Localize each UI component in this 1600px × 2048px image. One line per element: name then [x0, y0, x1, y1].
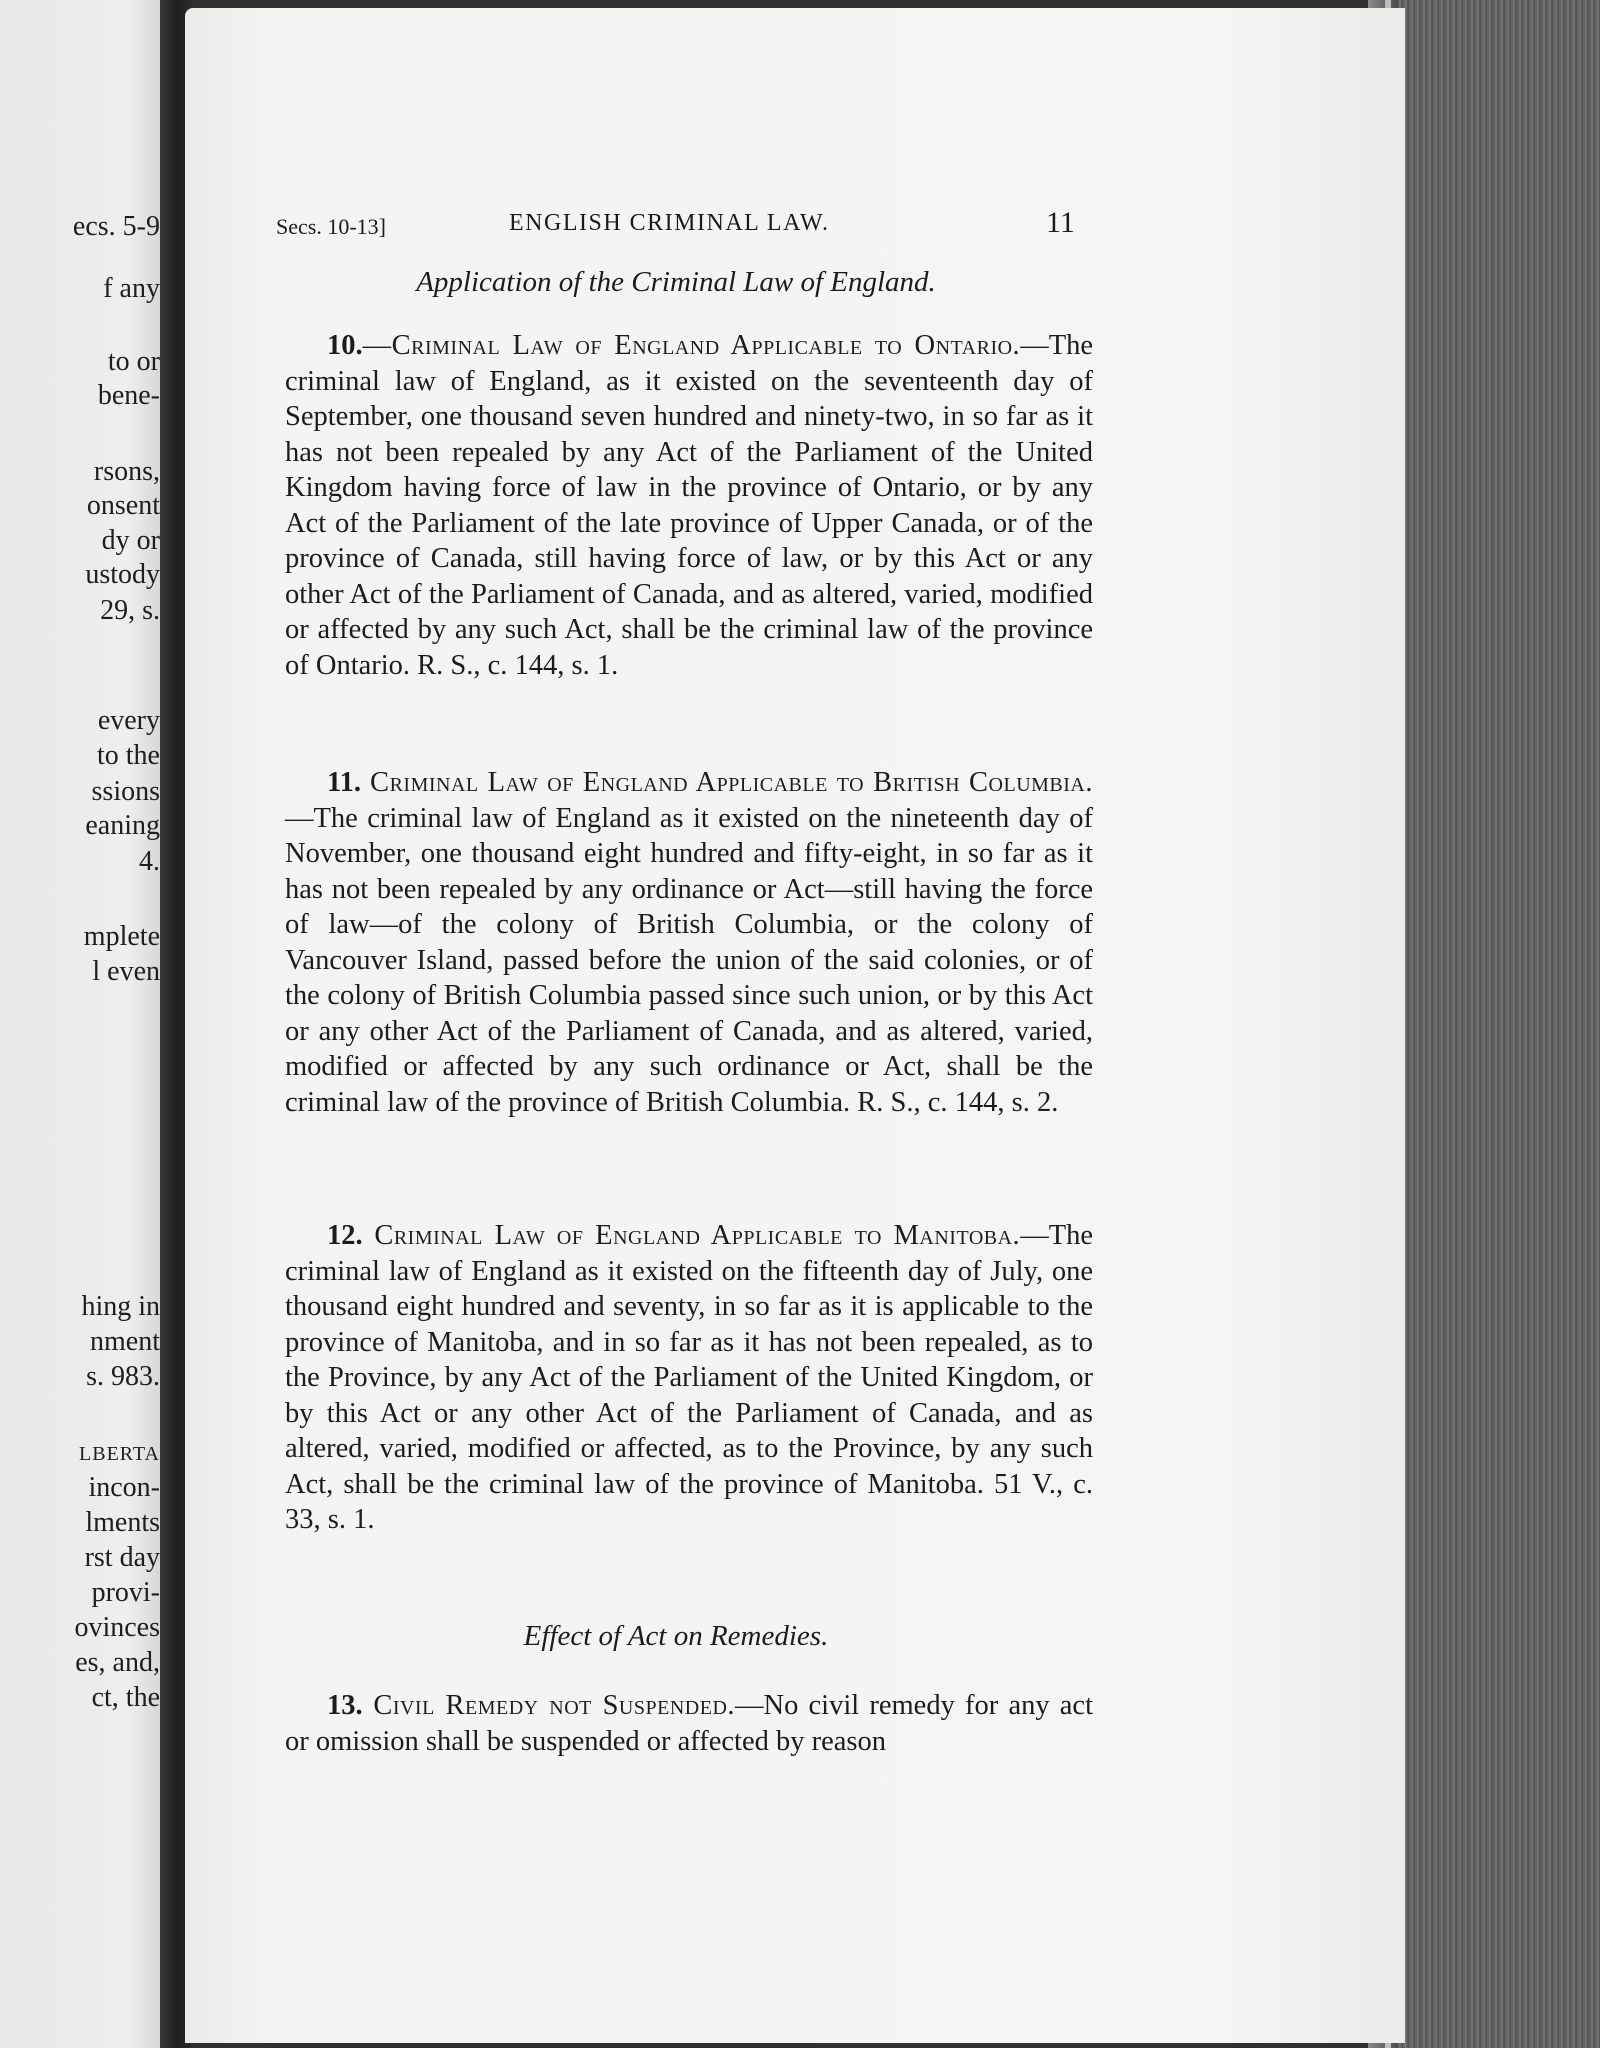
- section-10: [285, 328, 1093, 683]
- subheading-remedies: Effect of Act on Remedies.: [523, 1620, 829, 1652]
- left-page-line: ovinces: [74, 1612, 160, 1643]
- header-sections: Secs. 10-13]: [276, 214, 386, 239]
- left-page-line: lments: [85, 1507, 160, 1538]
- section-12-heading: Criminal Law of England Applicable to Manitoba.: [362, 1220, 1021, 1251]
- section-10-heading: —Criminal Law of England Applicable to Ontario.: [362, 330, 1021, 361]
- left-page-line: es, and,: [75, 1647, 160, 1678]
- left-page-line: every: [97, 705, 160, 736]
- subheading-application: Application of the Criminal Law of England.: [416, 266, 936, 298]
- left-page-line: mplete: [83, 921, 160, 952]
- section-13-heading: Civil Remedy not Suspended.: [362, 1690, 736, 1721]
- left-page-line: nment: [90, 1326, 160, 1357]
- left-page-line: f any: [103, 273, 160, 304]
- left-page-line: provi-: [91, 1577, 160, 1608]
- section-10-body: —The criminal law of England, as it existed on the seventeenth day of September, one thousand seven hundred and ninety-two, in so far as it has not been repealed by any Act of the Parliament of the United Kingdom having force of law in the province of Ontario, or by any Act of the Parliament of the late province of Upper Canada, or of the province of Canada, still having force of law, or by this Act or any other Act of the Parliament of Canada, and as altered, varied, modified or affected by any such Act, shall be the criminal law of the province of Ontario. R. S., c. 144, s. 1.: [285, 330, 1093, 681]
- left-page: [0, 0, 160, 2048]
- section-13-number: 13.: [327, 1690, 363, 1721]
- section-12-body: —The criminal law of England as it existed on the fifteenth day of July, one thousand eight hundred and seventy, in so far as it is applicable to the province of Manitoba, and in so far as it has not been repealed, as to the Province, by any Act of the Parliament of the United Kingdom, or by this Act or any other Act of the Parliament of Canada, and as altered, varied, modified or affected, as to the Province, by any such Act, shall be the criminal law of the province of Manitoba. 51 V., c. 33, s. 1.: [285, 1220, 1093, 1535]
- left-page-line: 29, s.: [100, 595, 160, 626]
- section-12-number: 12.: [327, 1220, 363, 1251]
- left-page-line: s. 983.: [86, 1361, 160, 1392]
- left-page-line: rst day: [84, 1542, 160, 1573]
- section-11-body: —The criminal law of England as it existed on the nineteenth day of November, one thousand eight hundred and fifty-eight, in so far as it has not been repealed by any ordinance or Act—still having the force of law—of the colony of British Columbia, or the colony of Vancouver Island, passed before the union of the said colonies, or of the colony of British Columbia passed since such union, or by this Act or any other Act of the Parliament of Canada, and as altered, varied, modified or affected by any such ordinance or Act, shall be the criminal law of the province of British Columbia. R. S., c. 144, s. 2.: [285, 802, 1093, 1118]
- left-page-line: ecs. 5-9: [72, 211, 160, 242]
- section-13-body: —No civil remedy for any act or omission shall be suspended or affected by reason: [285, 1690, 1093, 1757]
- section-11: [285, 765, 1093, 1120]
- left-page-line: rsons,: [93, 456, 160, 487]
- left-page-line: l even: [92, 956, 160, 987]
- left-page-line: eaning: [85, 810, 160, 841]
- left-page-line: onsent: [86, 490, 160, 521]
- section-11-heading: Criminal Law of England Applicable to British Columbia.: [361, 767, 1093, 798]
- left-page-line: to or: [107, 346, 160, 377]
- left-page-line: incon-: [88, 1472, 160, 1503]
- left-page-line: 4.: [139, 846, 160, 877]
- left-page-line: ustody: [85, 559, 160, 590]
- left-page-line: ssions: [91, 776, 160, 807]
- section-11-number: 11.: [327, 767, 362, 798]
- page-number: 11: [1046, 206, 1075, 239]
- left-page-line: bene-: [97, 380, 160, 411]
- left-page-line: hing in: [81, 1291, 160, 1322]
- section-12: [285, 1218, 1093, 1538]
- left-page-line: ct, the: [91, 1682, 160, 1713]
- section-13: [285, 1688, 1093, 1759]
- left-page-line: dy or: [101, 525, 160, 556]
- section-10-number: 10.: [327, 330, 363, 361]
- left-page-line: LBERTA: [79, 1443, 160, 1465]
- running-header: [276, 206, 1076, 246]
- left-page-line: to the: [97, 740, 160, 771]
- header-title: ENGLISH CRIMINAL LAW.: [509, 210, 830, 236]
